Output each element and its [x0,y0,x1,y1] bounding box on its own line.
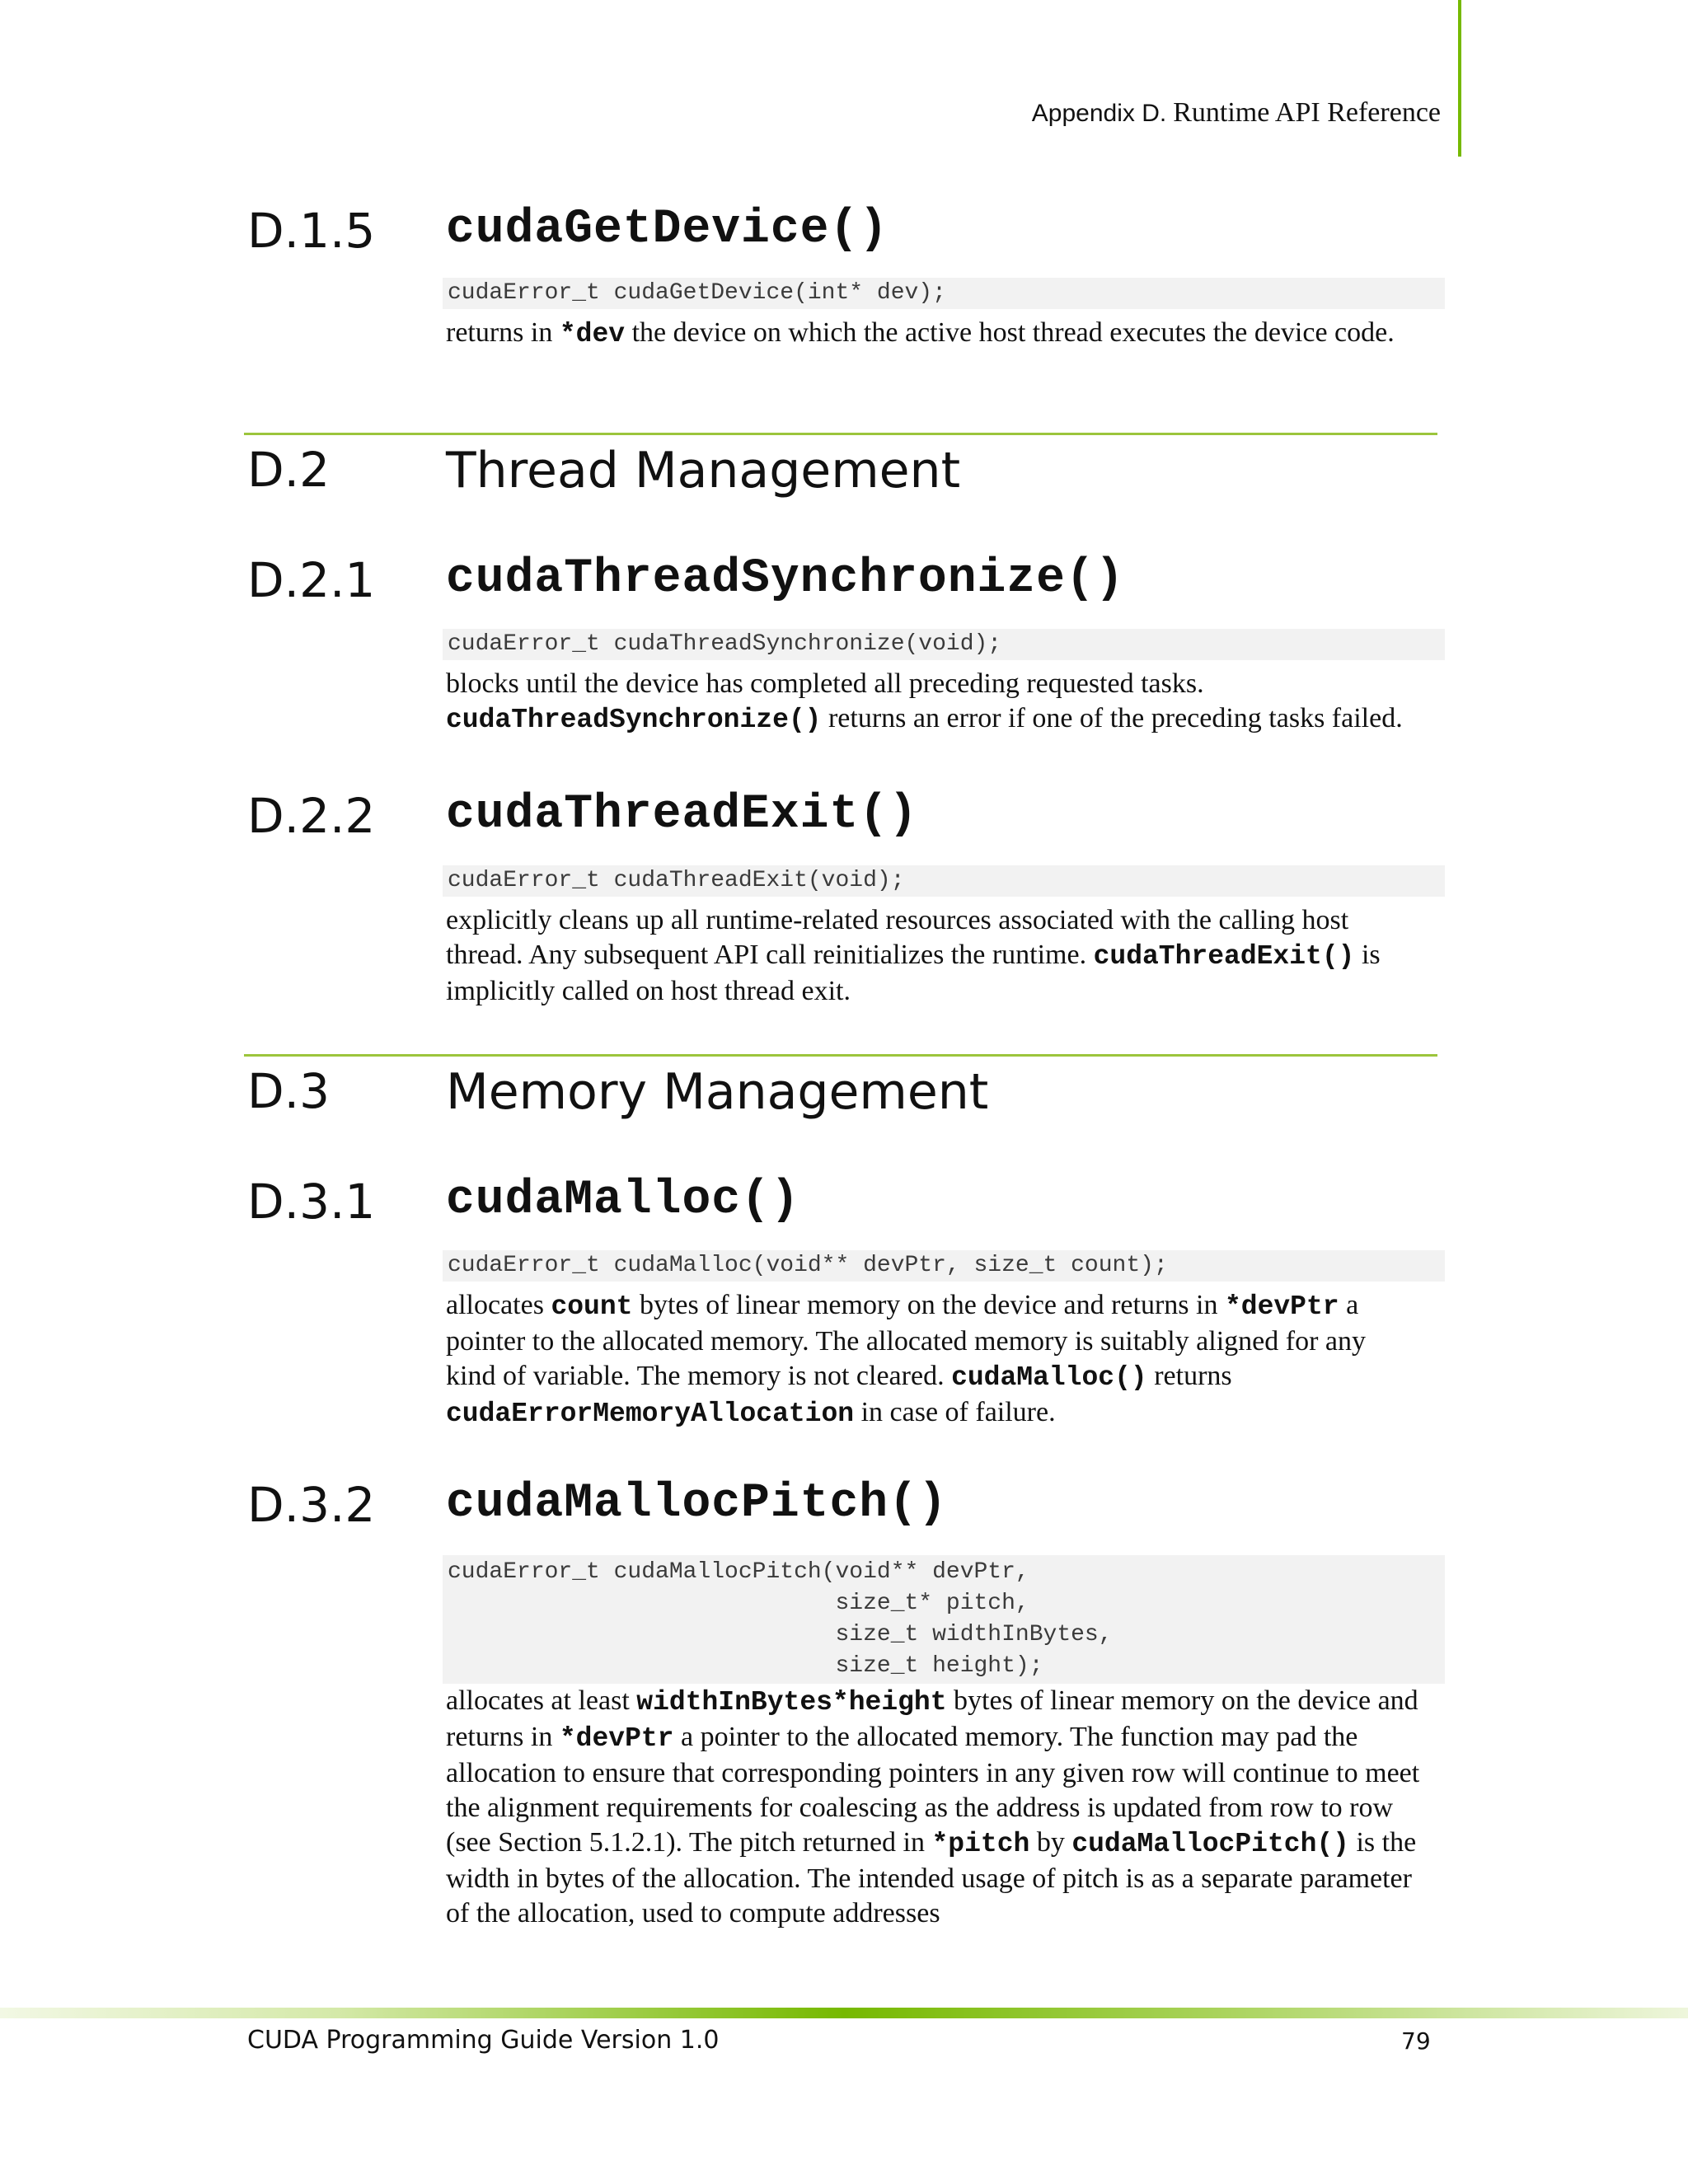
inline-code: cudaThreadSynchronize() [446,705,822,735]
running-header [1032,97,1441,129]
text-run: returns in [446,317,560,348]
description-paragraph [446,1288,1410,1432]
text-run: in case of failure. [854,1397,1056,1427]
section-separator [244,433,1437,435]
text-run: bytes of linear memory on the device and returns in [632,1290,1225,1320]
function-heading: cudaMalloc() [446,1174,800,1227]
inline-code: *pitch [931,1829,1030,1859]
inline-code: cudaThreadExit() [1093,941,1355,972]
text-run: blocks until the device has completed all preceding requested tasks. [446,668,1204,699]
text-run: returns an error if one of the preceding tasks failed. [821,703,1403,733]
function-heading: cudaGetDevice() [446,203,889,256]
section-heading: Memory Management [446,1063,989,1121]
text-run: the device on which the active host thread executes the device code. [625,317,1395,348]
section-number: D.3.1 [247,1174,376,1230]
code-signature: cudaError_t cudaGetDevice(int* dev); [443,278,1445,309]
footer-gradient-bar [0,2008,1688,2018]
text-run: bytes of linear memory on the device and returns in [446,1685,1418,1752]
code-signature: cudaError_t cudaThreadExit(void); [443,865,1445,897]
header-appendix-title: Runtime API Reference [1173,97,1441,128]
function-heading: cudaThreadSynchronize() [446,552,1125,606]
text-run: by [1029,1827,1072,1858]
code-signature: cudaError_t cudaThreadSynchronize(void); [443,629,1445,660]
section-number: D.3.2 [247,1477,376,1533]
page-number: 79 [1401,2027,1431,2055]
description-paragraph [446,667,1451,738]
text-run: is the width in bytes of the allocation. The intended usage of pitch is as a separate parameter of the allocation, used to compute addresses [446,1827,1417,1929]
description-paragraph [446,903,1418,1009]
section-number: D.3 [247,1063,330,1119]
text-run: a pointer to the allocated memory. The allocated memory is suitably aligned for any kind of variable. The memory is not cleared. [446,1290,1366,1391]
text-run: returns [1146,1361,1232,1391]
inline-code: *dev [559,319,626,349]
section-number: D.1.5 [247,203,376,259]
footer-document-title: CUDA Programming Guide Version 1.0 [247,2026,720,2055]
text-run: allocates at least [446,1685,637,1716]
section-number: D.2 [247,442,330,498]
code-signature: cudaError_t cudaMalloc(void** devPtr, size_t count); [443,1250,1445,1282]
header-accent-rule [1458,0,1461,157]
inline-code: cudaMallocPitch() [1071,1829,1349,1859]
inline-code: widthInBytes*height [636,1687,947,1718]
inline-code: cudaErrorMemoryAllocation [446,1399,855,1429]
inline-code: count [551,1291,633,1322]
description-paragraph [446,1684,1431,1931]
function-heading: cudaMallocPitch() [446,1477,948,1530]
text-run: is implicitly called on host thread exit. [446,940,1381,1006]
section-heading: Thread Management [446,442,961,499]
section-number: D.2.1 [247,552,376,608]
inline-code: *devPtr [559,1723,674,1754]
section-separator [244,1054,1437,1057]
function-heading: cudaThreadExit() [446,788,918,841]
section-number: D.2.2 [247,788,376,844]
header-appendix-label: Appendix D. [1031,100,1167,127]
text-run: explicitly cleans up all runtime-related resources associated with the calling host thread. Any subsequent API call reinitializes the runtime. [446,905,1349,970]
text-run: a pointer to the allocated memory. The function may pad the allocation to ensure that corresponding pointers in any given row will continue to meet the alignment requirements for coalescing as the address is updated from row to row (see Section 5.1.2.1). The pitch returned in [446,1722,1420,1858]
text-run: allocates [446,1290,551,1320]
inline-code: cudaMalloc() [951,1362,1147,1393]
description-paragraph [446,316,1451,352]
inline-code: *devPtr [1224,1291,1339,1322]
code-signature: cudaError_t cudaMallocPitch(void** devPtr, size_t* pitch, size_t widthInBytes, size_t height); [443,1555,1445,1684]
